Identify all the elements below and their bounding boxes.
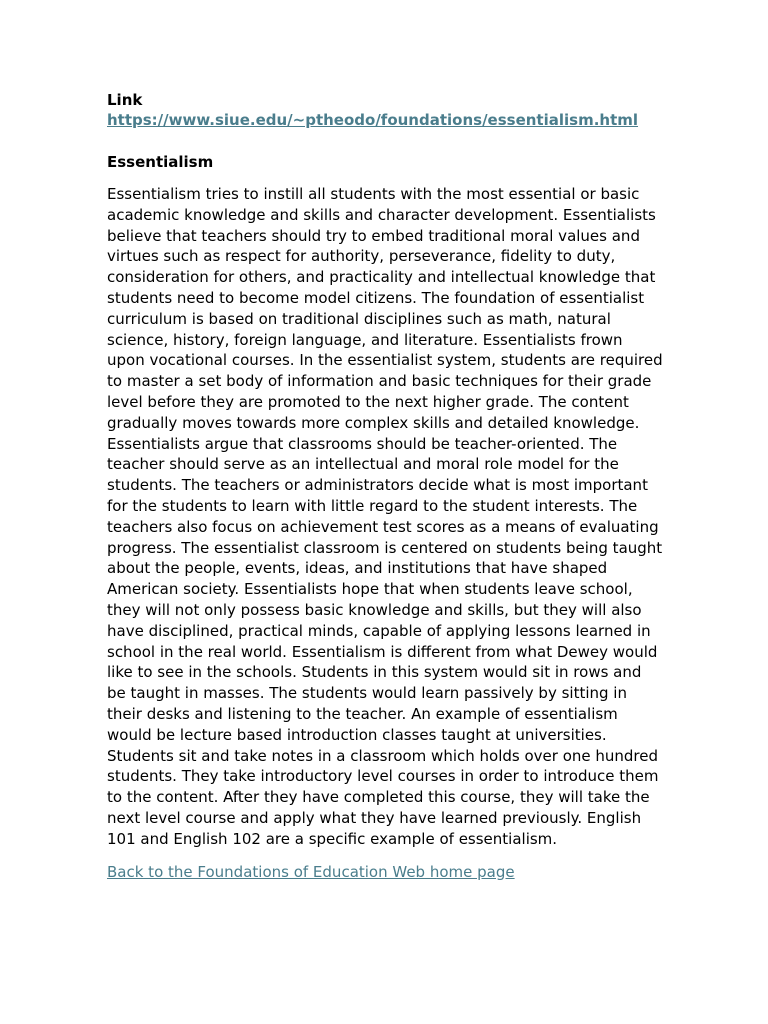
- source-url-link[interactable]: https://www.siue.edu/~ptheodo/foundations/essentialism.html: [107, 111, 639, 129]
- back-home-link[interactable]: Back to the Foundations of Education Web home page: [107, 862, 515, 881]
- article-title: Essentialism: [107, 153, 214, 171]
- document-page: [107, 90, 663, 882]
- article-body: Essentialism tries to instill all students with the most essential or basic academic knowledge and skills and character development. Essentialists believe that teachers should try to embed traditional moral values and virtues such as respect for authority, perseverance, fidelity to duty, consideration for others, and practicality and intellectual knowledge that students need to become model citizens. The foundation of essentialist curriculum is based on traditional disciplines such as math, natural science, history, foreign language, and literature. Essentialists frown upon vocational courses. In the essentialist system, students are required to master a set body of information and basic techniques for their grade level before they are promoted to the next higher grade. The content gradually moves towards more complex skills and detailed knowledge. Essentialists argue that classrooms should be teacher-oriented. The teacher should serve as an intellectual and moral role model for the students. The teachers or administrators decide what is most important for the students to learn with little regard to the student interests. The teachers also focus on achievement test scores as a means of evaluating progress. The essentialist classroom is centered on students being taught about the people, events, ideas, and institutions that have shaped American society. Essentialists hope that when students leave school, they will not only possess basic knowledge and skills, but they will also have disciplined, practical minds, capable of applying lessons learned in school in the real world. Essentialism is different from what Dewey would like to see in the schools. Students in this system would sit in rows and be taught in masses. The students would learn passively by sitting in their desks and listening to the teacher. An example of essentialism would be lecture based introduction classes taught at universities. Students sit and take notes in a classroom which holds over one hundred students. They take introductory level courses in order to introduce them to the content. After they have completed this course, they will take the next level course and apply what they have learned previously. English 101 and English 102 are a specific example of essentialism.: [107, 185, 663, 848]
- link-label: Link: [107, 91, 143, 109]
